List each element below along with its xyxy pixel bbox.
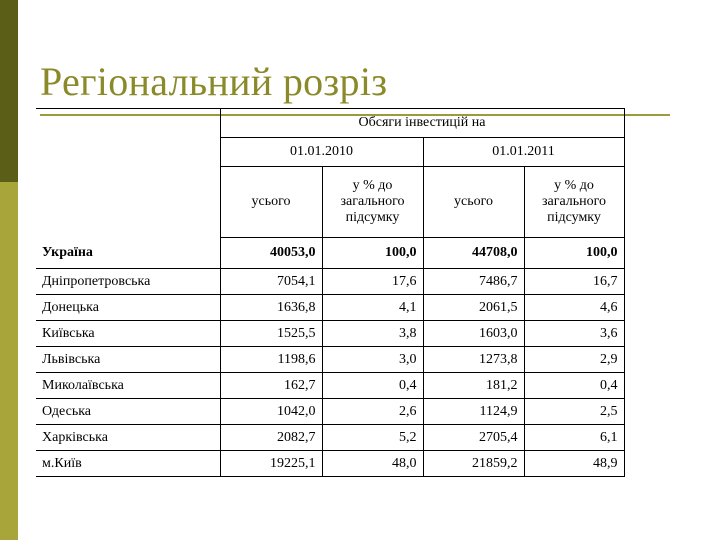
- header-date-2011: 01.01.2011: [423, 138, 624, 167]
- header-date-2010: 01.01.2010: [220, 138, 423, 167]
- total-2011-cell: 1124,9: [423, 399, 524, 425]
- header-total-2011: усього: [423, 167, 524, 238]
- pct-2011-cell: 2,5: [524, 399, 624, 425]
- table-row: [36, 321, 624, 347]
- total-2011-cell: 7486,7: [423, 269, 524, 295]
- header-total-2010: усього: [220, 167, 322, 238]
- total-2010-cell: 1042,0: [220, 399, 322, 425]
- pct-2010-cell: 3,8: [322, 321, 423, 347]
- table-row: [36, 269, 624, 295]
- pct-2010-cell: 100,0: [322, 238, 423, 269]
- table-row: [36, 238, 624, 269]
- total-2011-cell: 2705,4: [423, 425, 524, 451]
- total-2010-cell: 2082,7: [220, 425, 322, 451]
- accent-bar-top: [0, 0, 18, 182]
- pct-2011-cell: 48,9: [524, 451, 624, 477]
- pct-2011-cell: 6,1: [524, 425, 624, 451]
- region-cell: Миколаївська: [36, 373, 220, 399]
- total-2011-cell: 44708,0: [423, 238, 524, 269]
- pct-2011-cell: 3,6: [524, 321, 624, 347]
- accent-bar-bottom: [0, 182, 18, 540]
- pct-2010-cell: 5,2: [322, 425, 423, 451]
- investment-table: [36, 108, 625, 477]
- pct-2011-cell: 100,0: [524, 238, 624, 269]
- header-pct-2010: у % до загального підсумку: [322, 167, 423, 238]
- pct-2011-cell: 16,7: [524, 269, 624, 295]
- total-2011-cell: 1603,0: [423, 321, 524, 347]
- total-2010-cell: 7054,1: [220, 269, 322, 295]
- region-cell: Україна: [36, 238, 220, 269]
- total-2010-cell: 1636,8: [220, 295, 322, 321]
- region-cell: Донецька: [36, 295, 220, 321]
- header-row-1: [36, 109, 624, 138]
- total-2010-cell: 1525,5: [220, 321, 322, 347]
- total-2010-cell: 162,7: [220, 373, 322, 399]
- header-pct-2011: у % до загального підсумку: [524, 167, 624, 238]
- region-cell: Львівська: [36, 347, 220, 373]
- pct-2010-cell: 2,6: [322, 399, 423, 425]
- pct-2010-cell: 48,0: [322, 451, 423, 477]
- header-row-2: [36, 138, 624, 167]
- table-row: [36, 425, 624, 451]
- total-2011-cell: 2061,5: [423, 295, 524, 321]
- total-2011-cell: 21859,2: [423, 451, 524, 477]
- pct-2011-cell: 0,4: [524, 373, 624, 399]
- total-2010-cell: 19225,1: [220, 451, 322, 477]
- pct-2011-cell: 4,6: [524, 295, 624, 321]
- pct-2011-cell: 2,9: [524, 347, 624, 373]
- region-cell: Одеська: [36, 399, 220, 425]
- table-row: [36, 347, 624, 373]
- region-cell: Київська: [36, 321, 220, 347]
- table-body: [36, 238, 624, 477]
- region-cell: Харківська: [36, 425, 220, 451]
- region-cell: м.Київ: [36, 451, 220, 477]
- header-row-3: [36, 167, 624, 238]
- pct-2010-cell: 17,6: [322, 269, 423, 295]
- table-row: [36, 399, 624, 425]
- pct-2010-cell: 0,4: [322, 373, 423, 399]
- table-row: [36, 451, 624, 477]
- pct-2010-cell: 3,0: [322, 347, 423, 373]
- region-cell: Дніпропетровська: [36, 269, 220, 295]
- total-2011-cell: 181,2: [423, 373, 524, 399]
- total-2011-cell: 1273,8: [423, 347, 524, 373]
- table-row: [36, 373, 624, 399]
- header-investments: Обсяги інвестицій на: [220, 109, 624, 138]
- total-2010-cell: 1198,6: [220, 347, 322, 373]
- pct-2010-cell: 4,1: [322, 295, 423, 321]
- table-row: [36, 295, 624, 321]
- total-2010-cell: 40053,0: [220, 238, 322, 269]
- slide-title: Регіональний розріз: [40, 59, 388, 104]
